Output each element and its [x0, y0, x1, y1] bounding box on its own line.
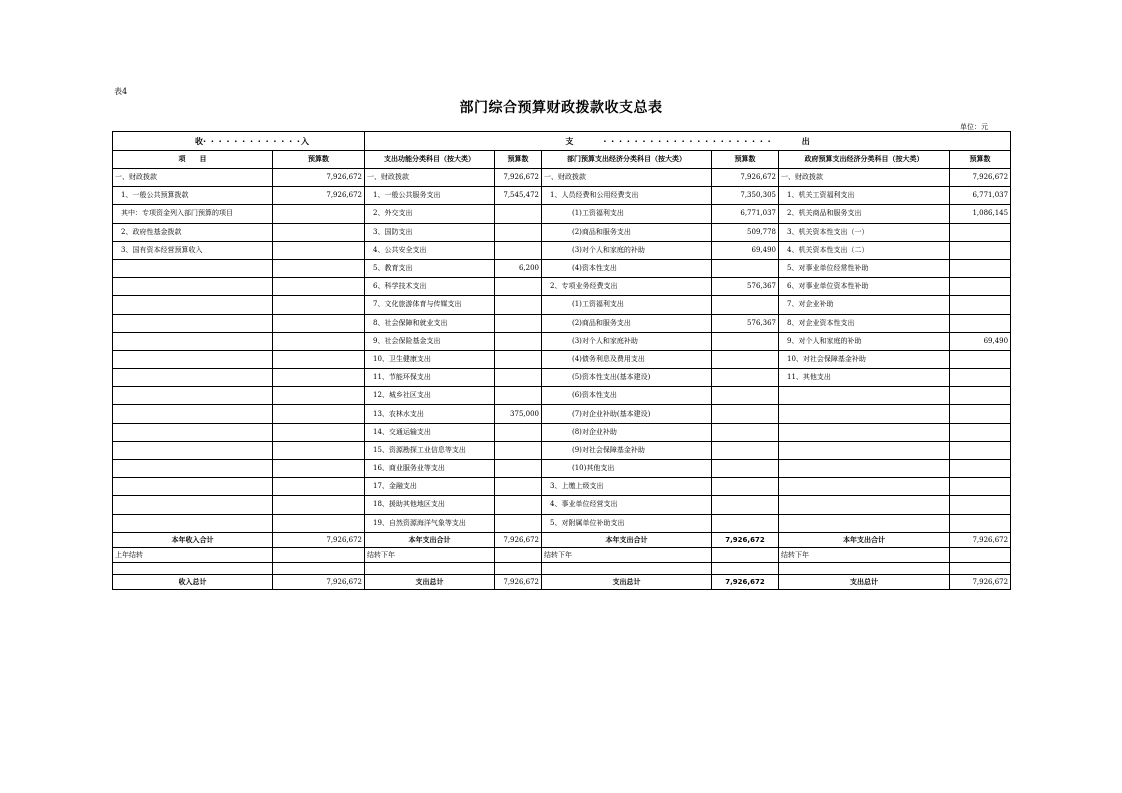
gov-econ-budget [950, 296, 1011, 314]
table-row [113, 259, 1011, 277]
table-row [113, 205, 1011, 223]
col-item: 项 目 [113, 151, 273, 169]
func-budget [495, 350, 542, 368]
dept-econ-item: 一、财政拨款 [542, 169, 712, 187]
table-row [113, 496, 1011, 514]
income-budget [273, 387, 365, 405]
dept-econ-item: (4)资本性支出 [542, 259, 712, 277]
func-budget [495, 278, 542, 296]
gov-econ-budget: 1,086,145 [950, 205, 1011, 223]
income-total-value: 7,926,672 [273, 574, 365, 589]
func-item: 1、一般公共服务支出 [365, 187, 495, 205]
gov-econ-budget [950, 460, 1011, 478]
gov-econ-item [779, 405, 950, 423]
gov-econ-budget [950, 441, 1011, 459]
func-item: 3、国防支出 [365, 223, 495, 241]
func-item: 18、援助其他地区支出 [365, 496, 495, 514]
dept-econ-budget [712, 332, 779, 350]
dept-econ-item: 1、人员经费和公用经费支出 [542, 187, 712, 205]
year-exp-dept-value: 7,926,672 [712, 532, 779, 547]
table-row [113, 187, 1011, 205]
income-item [113, 387, 273, 405]
income-budget: 7,926,672 [273, 169, 365, 187]
table-number: 表4 [114, 87, 128, 96]
dept-econ-budget [712, 441, 779, 459]
income-budget [273, 496, 365, 514]
func-budget [495, 514, 542, 532]
income-header: 收 · · · · · · · · · · · · · 入 [113, 132, 365, 151]
func-budget: 6,200 [495, 259, 542, 277]
dept-econ-item: (3)对个人和家庭的补助 [542, 241, 712, 259]
table-row [113, 387, 1011, 405]
income-item [113, 278, 273, 296]
gov-econ-item [779, 423, 950, 441]
dept-econ-budget [712, 423, 779, 441]
gov-econ-budget [950, 405, 1011, 423]
income-budget [273, 478, 365, 496]
carry-out-label: 结转下年 [542, 547, 712, 562]
func-item: 19、自然资源海洋气象等支出 [365, 514, 495, 532]
year-exp-label: 本年支出合计 [779, 532, 950, 547]
income-budget [273, 514, 365, 532]
year-total-row [113, 532, 1011, 547]
func-budget: 7,926,672 [495, 169, 542, 187]
dept-econ-budget [712, 478, 779, 496]
carry-out-value [712, 547, 779, 562]
col-econ-dept: 部门预算支出经济分类科目（按大类） [542, 151, 712, 169]
table-row [113, 423, 1011, 441]
table-row [113, 169, 1011, 187]
table-row [113, 514, 1011, 532]
gov-econ-item: 7、对企业补助 [779, 296, 950, 314]
table-row [113, 405, 1011, 423]
income-item: 一、财政拨款 [113, 169, 273, 187]
gov-econ-budget: 7,926,672 [950, 169, 1011, 187]
func-budget [495, 423, 542, 441]
year-income-value: 7,926,672 [273, 532, 365, 547]
func-item: 5、教育支出 [365, 259, 495, 277]
income-item [113, 314, 273, 332]
gov-econ-item: 11、其他支出 [779, 369, 950, 387]
func-budget [495, 223, 542, 241]
income-item [113, 478, 273, 496]
exp-total-gov-value: 7,926,672 [950, 574, 1011, 589]
income-budget [273, 350, 365, 368]
income-budget [273, 278, 365, 296]
income-item: 1、一般公共预算拨款 [113, 187, 273, 205]
gov-econ-item: 10、对社会保障基金补助 [779, 350, 950, 368]
table-row [113, 314, 1011, 332]
year-exp-label: 本年支出合计 [542, 532, 712, 547]
expense-header: 支 · · · · · · · · · · · · · · · · · · · · · · 出 [365, 132, 1011, 151]
gov-econ-budget [950, 387, 1011, 405]
func-budget [495, 296, 542, 314]
func-item: 15、资源勘探工业信息等支出 [365, 441, 495, 459]
income-item [113, 460, 273, 478]
blank-row [113, 562, 1011, 574]
dept-econ-budget [712, 259, 779, 277]
table-row [113, 369, 1011, 387]
func-budget [495, 332, 542, 350]
exp-total-label: 支出总计 [779, 574, 950, 589]
table-row [113, 296, 1011, 314]
dept-econ-budget: 576,367 [712, 278, 779, 296]
func-budget [495, 441, 542, 459]
carry-out-label: 结转下年 [365, 547, 495, 562]
dept-econ-item: (6)资本性支出 [542, 387, 712, 405]
gov-econ-budget [950, 314, 1011, 332]
func-budget: 7,545,472 [495, 187, 542, 205]
col-budget: 预算数 [712, 151, 779, 169]
func-budget [495, 314, 542, 332]
exp-total-dept-value: 7,926,672 [712, 574, 779, 589]
gov-econ-item [779, 496, 950, 514]
dept-econ-budget [712, 296, 779, 314]
income-budget [273, 369, 365, 387]
income-item: 3、国有资本经营预算收入 [113, 241, 273, 259]
year-income-label: 本年收入合计 [113, 532, 273, 547]
table-row [113, 441, 1011, 459]
unit-label: 单位：元 [960, 123, 988, 131]
header-row-columns [113, 151, 1011, 169]
income-item [113, 350, 273, 368]
dept-econ-item: (10)其他支出 [542, 460, 712, 478]
dept-econ-budget [712, 460, 779, 478]
income-item [113, 423, 273, 441]
func-item: 13、农林水支出 [365, 405, 495, 423]
dept-econ-item: (7)对企业补助(基本建设) [542, 405, 712, 423]
gov-econ-item [779, 441, 950, 459]
dept-econ-item: (8)对企业补助 [542, 423, 712, 441]
income-item [113, 514, 273, 532]
gov-econ-budget: 69,490 [950, 332, 1011, 350]
table-row [113, 241, 1011, 259]
func-budget [495, 496, 542, 514]
func-item: 4、公共安全支出 [365, 241, 495, 259]
year-exp-gov-value: 7,926,672 [950, 532, 1011, 547]
gov-econ-budget [950, 241, 1011, 259]
table-row [113, 223, 1011, 241]
func-budget [495, 369, 542, 387]
func-item: 16、商业服务业等支出 [365, 460, 495, 478]
gov-econ-item: 6、对事业单位资本性补助 [779, 278, 950, 296]
func-item: 8、社会保障和就业支出 [365, 314, 495, 332]
func-budget [495, 387, 542, 405]
carry-in-label: 上年结转 [113, 547, 273, 562]
page-title: 部门综合预算财政拨款收支总表 [459, 100, 663, 116]
dept-econ-item: (1)工资福利支出 [542, 296, 712, 314]
dept-econ-budget: 6,771,037 [712, 205, 779, 223]
table-row [113, 460, 1011, 478]
dept-econ-item: (3)对个人和家庭补助 [542, 332, 712, 350]
dept-econ-item: (9)对社会保障基金补助 [542, 441, 712, 459]
func-item: 6、科学技术支出 [365, 278, 495, 296]
func-item: 14、交通运输支出 [365, 423, 495, 441]
income-item [113, 369, 273, 387]
gov-econ-item: 3、机关资本性支出（一） [779, 223, 950, 241]
dept-econ-item: (5)资本性支出(基本建设) [542, 369, 712, 387]
income-item [113, 405, 273, 423]
col-budget: 预算数 [273, 151, 365, 169]
table-row [113, 478, 1011, 496]
dept-econ-budget: 7,350,305 [712, 187, 779, 205]
dept-econ-item: (4)债务利息及费用支出 [542, 350, 712, 368]
func-item: 7、文化旅游体育与传媒支出 [365, 296, 495, 314]
gov-econ-item: 8、对企业资本性支出 [779, 314, 950, 332]
income-item [113, 441, 273, 459]
func-budget [495, 460, 542, 478]
dept-econ-item: 5、对附属单位补助支出 [542, 514, 712, 532]
carry-in-value [273, 547, 365, 562]
dept-econ-budget: 69,490 [712, 241, 779, 259]
dept-econ-item: (2)商品和服务支出 [542, 314, 712, 332]
col-budget: 预算数 [950, 151, 1011, 169]
gov-econ-item [779, 514, 950, 532]
dept-econ-item: 4、事业单位经营支出 [542, 496, 712, 514]
gov-econ-item: 2、机关商品和服务支出 [779, 205, 950, 223]
income-budget [273, 205, 365, 223]
gov-econ-budget [950, 478, 1011, 496]
income-budget [273, 259, 365, 277]
col-budget: 预算数 [495, 151, 542, 169]
func-item: 2、外交支出 [365, 205, 495, 223]
header-row-main [113, 132, 1011, 151]
dept-econ-budget [712, 350, 779, 368]
year-exp-func-value: 7,926,672 [495, 532, 542, 547]
gov-econ-item: 4、机关资本性支出（二） [779, 241, 950, 259]
dept-econ-budget [712, 405, 779, 423]
gov-econ-item: 1、机关工资福利支出 [779, 187, 950, 205]
income-budget [273, 223, 365, 241]
carry-out-value [950, 547, 1011, 562]
income-item [113, 496, 273, 514]
dept-econ-budget [712, 369, 779, 387]
func-item: 10、卫生健康支出 [365, 350, 495, 368]
income-budget [273, 332, 365, 350]
gov-econ-budget [950, 514, 1011, 532]
income-item [113, 259, 273, 277]
grand-total-row [113, 574, 1011, 589]
gov-econ-item: 9、对个人和家庭的补助 [779, 332, 950, 350]
dept-econ-budget: 576,367 [712, 314, 779, 332]
dept-econ-item: (2)商品和服务支出 [542, 223, 712, 241]
gov-econ-budget [950, 223, 1011, 241]
func-item: 9、社会保险基金支出 [365, 332, 495, 350]
gov-econ-item: 一、财政拨款 [779, 169, 950, 187]
gov-econ-budget [950, 496, 1011, 514]
income-budget [273, 423, 365, 441]
income-budget: 7,926,672 [273, 187, 365, 205]
table-row [113, 332, 1011, 350]
income-total-label: 收入总计 [113, 574, 273, 589]
gov-econ-budget: 6,771,037 [950, 187, 1011, 205]
dept-econ-budget [712, 496, 779, 514]
year-exp-label: 本年支出合计 [365, 532, 495, 547]
table-row [113, 350, 1011, 368]
income-budget [273, 405, 365, 423]
col-econ-gov: 政府预算支出经济分类科目（按大类） [779, 151, 950, 169]
table-row [113, 278, 1011, 296]
carry-out-value [495, 547, 542, 562]
dept-econ-budget [712, 387, 779, 405]
income-budget [273, 460, 365, 478]
budget-table [112, 131, 1011, 590]
gov-econ-item [779, 387, 950, 405]
carry-out-label: 结转下年 [779, 547, 950, 562]
gov-econ-budget [950, 350, 1011, 368]
func-budget: 375,000 [495, 405, 542, 423]
income-item [113, 332, 273, 350]
dept-econ-budget: 7,926,672 [712, 169, 779, 187]
gov-econ-budget [950, 259, 1011, 277]
gov-econ-budget [950, 278, 1011, 296]
gov-econ-item [779, 478, 950, 496]
income-budget [273, 241, 365, 259]
income-budget [273, 296, 365, 314]
carry-row [113, 547, 1011, 562]
dept-econ-item: (1)工资福利支出 [542, 205, 712, 223]
income-item [113, 296, 273, 314]
func-item: 11、节能环保支出 [365, 369, 495, 387]
gov-econ-item [779, 460, 950, 478]
exp-total-label: 支出总计 [365, 574, 495, 589]
income-budget [273, 441, 365, 459]
func-item: 17、金融支出 [365, 478, 495, 496]
dept-econ-budget: 509,778 [712, 223, 779, 241]
col-func: 支出功能分类科目（按大类） [365, 151, 495, 169]
income-item: 其中：专项资金列入部门预算的项目 [113, 205, 273, 223]
dept-econ-item: 3、上缴上级支出 [542, 478, 712, 496]
gov-econ-budget [950, 369, 1011, 387]
gov-econ-budget [950, 423, 1011, 441]
exp-total-func-value: 7,926,672 [495, 574, 542, 589]
func-item: 一、财政拨款 [365, 169, 495, 187]
exp-total-label: 支出总计 [542, 574, 712, 589]
gov-econ-item: 5、对事业单位经常性补助 [779, 259, 950, 277]
func-item: 12、城乡社区支出 [365, 387, 495, 405]
dept-econ-item: 2、专项业务经费支出 [542, 278, 712, 296]
func-budget [495, 205, 542, 223]
func-budget [495, 241, 542, 259]
func-budget [495, 478, 542, 496]
income-budget [273, 314, 365, 332]
income-item: 2、政府性基金拨款 [113, 223, 273, 241]
dept-econ-budget [712, 514, 779, 532]
